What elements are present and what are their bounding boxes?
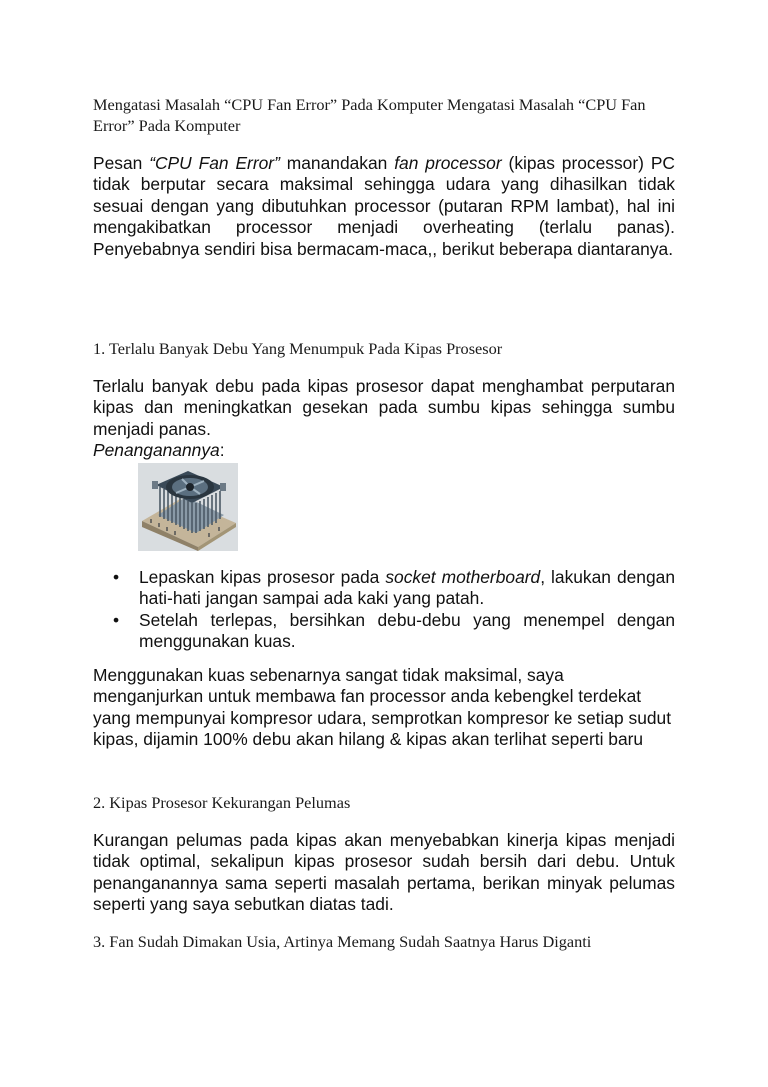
bullet-2-text: Setelah terlepas, bersihkan debu-debu yang menempel dengan menggunakan kuas. [139, 609, 675, 652]
compressor-note-paragraph: Menggunakan kuas sebenarnya sangat tidak maksimal, saya menganjurkan untuk membawa fan processor anda kebengkel terdekat yang mempunyai kompresor udara, semprotkan kompresor ke setiap sudut kipas, dijamin 100% debu akan hilang & kipas akan terlihat seperti baru [93, 665, 672, 750]
intro-emphasis-cpu-fan-error: “CPU Fan Error” [149, 153, 280, 173]
section-1-body: Terlalu banyak debu pada kipas prosesor dapat menghambat perputaran kipas dan meningkatkan gesekan pada sumbu kipas sehingga sumbu menjadi panas. [93, 376, 675, 439]
handling-label: Penanganannya [93, 440, 220, 460]
bullet-1-text-2: , lakukan dengan hati-hati jangan sampai ada kaki yang patah. [139, 567, 675, 609]
section-2-heading: 2. Kipas Prosesor Kekurangan Pelumas [93, 793, 351, 812]
list-item [93, 610, 675, 653]
bullet-1-text-1: Lepaskan kipas prosesor pada [139, 567, 386, 587]
section-1-heading: 1. Terlalu Banyak Debu Yang Menumpuk Pada Kipas Prosesor [93, 339, 503, 358]
intro-text-1: Pesan [93, 153, 150, 173]
section-2-body: Kurangan pelumas pada kipas akan menyebabkan kinerja kipas menjadi tidak optimal, sekalipun kipas prosesor sudah bersih dari debu. Untuk penanganannya sama seperti masalah pertama, berikan minyak pelumas seperti yang saya sebutkan diatas tadi. [93, 830, 675, 915]
intro-text-2: manandakan [279, 153, 395, 173]
handling-label-line [93, 440, 675, 461]
section-3-heading: 3. Fan Sudah Dimakan Usia, Artinya Memang Sudah Saatnya Harus Diganti [93, 932, 592, 951]
document-title: Mengatasi Masalah “CPU Fan Error” Pada Komputer Mengatasi Masalah “CPU Fan Error” Pada Komputer [93, 95, 646, 135]
intro-text-3: (kipas processor) PC tidak berputar secara maksimal sehingga udara yang dihasilkan tidak sesuai dengan yang dibutuhkan processor (putaran RPM lambat), hal ini mengakibatkan processor menjadi overheating (terlalu panas). Penyebabnya sendiri bisa bermacam-maca,, berikut beberapa diantaranya. [93, 153, 675, 259]
handling-steps-list [93, 567, 675, 653]
intro-paragraph [93, 153, 675, 260]
cpu-fan-image [138, 463, 238, 551]
bullet-dot: • [113, 567, 120, 587]
intro-emphasis-fan-processor: fan processor [394, 153, 502, 173]
bullet-1-emphasis: socket motherboard [385, 567, 541, 587]
handling-colon: : [219, 440, 225, 460]
list-item [93, 567, 675, 610]
bullet-dot: • [113, 609, 120, 630]
cpu-fan-heatsink-icon [138, 463, 238, 551]
